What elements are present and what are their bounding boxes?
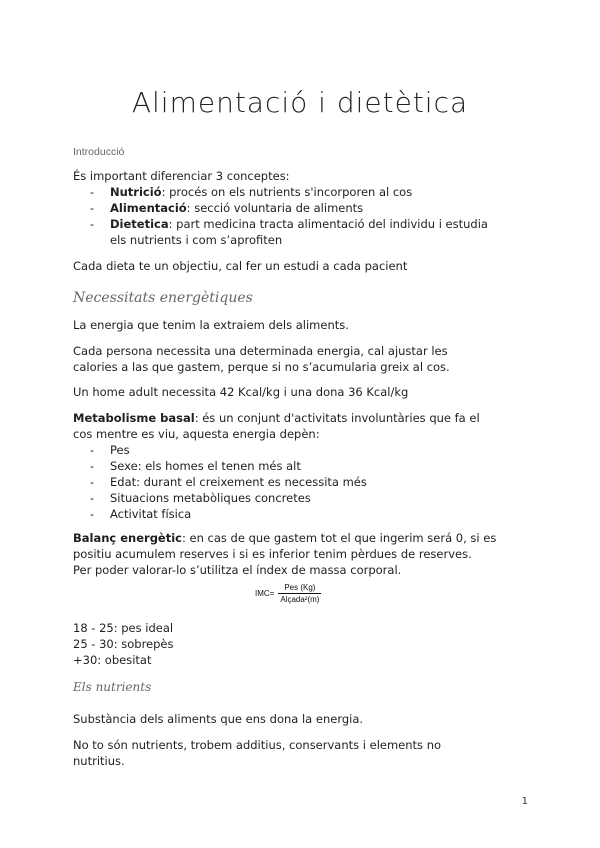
formula-numerator: Pes (Kg) xyxy=(278,583,321,594)
nutrients-text: Substància dels aliments que ens dona la energia. xyxy=(73,712,364,726)
formula-denominator: Alçada²(m) xyxy=(280,595,320,604)
list-item: - Nutrició: procés on els nutrients s'incorporen al cos xyxy=(90,185,413,199)
formula-lhs: IMC= xyxy=(255,589,275,598)
persona-text-line1: Cada persona necessita una determinada energia, cal ajustar les xyxy=(73,344,448,358)
metabolisme-line2: cos mentre es viu, aquesta energia depèn: xyxy=(73,427,320,441)
dieta-text: Cada dieta te un objectiu, cal fer un estudi a cada pacient xyxy=(73,259,408,273)
balanc-line2: positiu acumulem reserves i si es inferior tenim pèrdues de reserves. xyxy=(73,547,472,561)
list-item: - Dietetica: part medicina tracta alimentació del individu i estudia xyxy=(90,217,488,231)
adult-text: Un home adult necessita 42 Kcal/kg i una dona 36 Kcal/kg xyxy=(73,385,409,399)
intro-heading: Introducció xyxy=(73,146,125,158)
metabolisme-line1: Metabolisme basal: és un conjunt d'activitats involuntàries que fa el xyxy=(73,411,480,425)
imc-formula xyxy=(255,583,321,604)
list-item: - Alimentació: secció voluntaria de aliments xyxy=(90,201,364,215)
persona-text-line2: calories a las que gastem, perque si no s’acumularia greix al cos. xyxy=(73,360,450,374)
list-item: - Situacions metabòliques concretes xyxy=(90,491,311,505)
list-item: - Sexe: els homes el tenen més alt xyxy=(90,459,301,473)
imc-range: +30: obesitat xyxy=(73,653,152,667)
list-item: - Activitat física xyxy=(90,507,192,521)
formula-fraction xyxy=(278,583,321,604)
concepts-list xyxy=(90,184,488,248)
balanc-line1: Balanç energètic: en cas de que gastem tot el que ingerim será 0, si es xyxy=(73,531,497,545)
nutrients-text2-line2: nutritius. xyxy=(73,754,125,768)
list-item: - Edat: durant el creixement es necessita més xyxy=(90,475,367,489)
necessitats-heading: Necessitats energètiques xyxy=(73,290,253,306)
page-number: 1 xyxy=(521,796,528,807)
imc-range: 18 - 25: pes ideal xyxy=(73,621,174,635)
balanc-line3: Per poder valorar-lo s’utilitza el índex de massa corporal. xyxy=(73,563,402,577)
list-item: - Pes xyxy=(90,443,130,457)
intro-text: És important diferenciar 3 conceptes: xyxy=(73,169,290,183)
factors-list xyxy=(90,442,367,522)
page-title: Alimentació i dietètica xyxy=(131,86,469,119)
nutrients-heading: Els nutrients xyxy=(73,680,152,694)
nutrients-text2-line1: No to són nutrients, trobem additius, conservants i elements no xyxy=(73,738,442,752)
energia-text: La energia que tenim la extraiem dels aliments. xyxy=(73,318,349,332)
list-item-continuation: els nutrients i com s’aprofiten xyxy=(110,233,283,247)
imc-range: 25 - 30: sobrepès xyxy=(73,637,174,651)
